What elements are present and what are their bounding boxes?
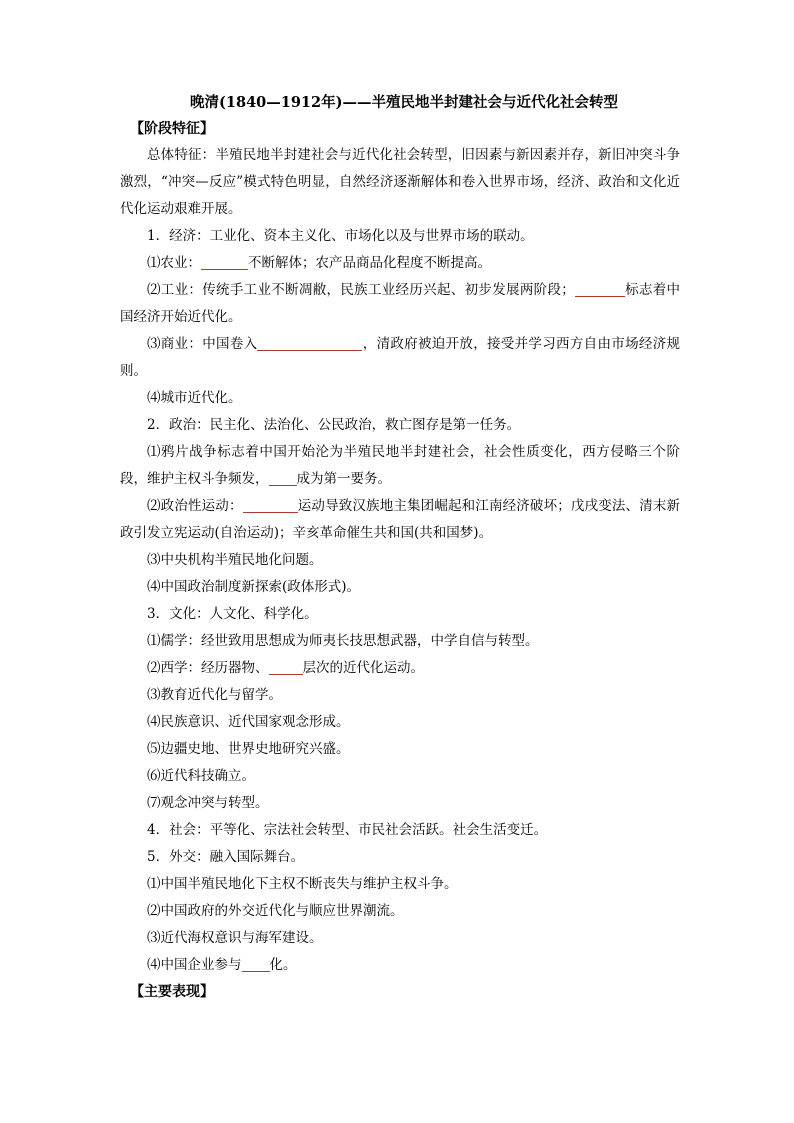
diplomacy-item-2: ⑵中国政府的外交近代化与顺应世界潮流。	[147, 903, 404, 919]
fill-blank[interactable]	[242, 958, 270, 973]
politics-item-3: ⑶中央机构半殖民地化问题。	[147, 552, 323, 568]
economy-agriculture: ⑴农业： 不断解体；农产品商品化程度不断提高。	[147, 255, 491, 271]
culture-item-6: ⑹近代科技确立。	[147, 768, 255, 784]
diplomacy-item-3: ⑶近代海权意识与海军建设。	[147, 930, 323, 946]
fill-blank[interactable]	[201, 256, 248, 271]
fill-blank[interactable]	[243, 499, 298, 514]
politics-heading: 2．政治：民主化、法治化、公民政治，救亡图存是第一任务。	[147, 417, 521, 433]
culture-item-1: ⑴儒学：经世致用思想成为师夷长技思想武器，中学自信与转型。	[147, 633, 539, 649]
culture-item-4: ⑷民族意识、近代国家观念形成。	[147, 714, 350, 730]
fill-blank[interactable]	[269, 661, 303, 676]
culture-item-2: ⑵西学：经历器物、 层次的近代化运动。	[147, 660, 424, 676]
economy-city: ⑷城市近代化。	[147, 390, 242, 406]
diplomacy-item-4: ⑷中国企业参与 化。	[147, 957, 297, 973]
fill-blank[interactable]	[257, 337, 362, 352]
politics-item-1: ⑴鸦片战争标志着中国开始沦为半殖民地半封建社会，社会性质变化，西方侵略三个阶段，维护主权斗争频发， 成为第一要务。	[120, 444, 680, 487]
culture-item-5: ⑸边疆史地、世界史地研究兴盛。	[147, 741, 350, 757]
society-heading: 4．社会：平等化、宗法社会转型、市民社会活跃。社会生活变迁。	[147, 822, 548, 838]
document-title: 晚清(1840—1912年)——半殖民地半封建社会与近代化社会转型	[190, 94, 618, 111]
economy-commerce: ⑶商业：中国卷入 ，清政府被迫开放，接受并学习西方自由市场经济规则。	[120, 336, 681, 379]
culture-item-3: ⑶教育近代化与留学。	[147, 687, 282, 703]
fill-blank[interactable]	[269, 472, 297, 487]
culture-item-7: ⑺观念冲突与转型。	[147, 795, 269, 811]
diplomacy-item-1: ⑴中国半殖民地化下主权不断丧失与维护主权斗争。	[147, 876, 458, 892]
politics-item-2: ⑵政治性运动： 运动导致汉族地主集团崛起和江南经济破坏；戊戌变法、清末新政引发立宪运动(自治运动)；辛亥革命催生共和国(共和国梦)。	[120, 498, 681, 541]
culture-heading: 3．文化：人文化、科学化。	[147, 606, 318, 622]
fill-blank[interactable]	[575, 283, 625, 298]
economy-heading: 1．经济：工业化、资本主义化、市场化以及与世界市场的联动。	[147, 228, 534, 244]
diplomacy-heading: 5．外交：融入国际舞台。	[147, 849, 305, 865]
economy-industry: ⑵工业：传统手工业不断凋敝，民族工业经历兴起、初步发展两阶段； 标志着中国经济开始近代化。	[120, 282, 681, 325]
overall-paragraph: 总体特征：半殖民地半封建社会与近代化社会转型，旧因素与新因素并存，新旧冲突斗争激烈，“冲突—反应”模式特色明显，自然经济逐渐解体和卷入世界市场，经济、政治和文化近代化运动艰难开展。	[120, 147, 680, 217]
document-page	[120, 90, 680, 1005]
politics-item-4: ⑷中国政治制度新探索(政体形式)。	[147, 579, 361, 595]
section-heading-main-manifestations: 【主要表现】	[130, 984, 214, 1000]
section-heading-stage-features: 【阶段特征】	[130, 121, 214, 137]
